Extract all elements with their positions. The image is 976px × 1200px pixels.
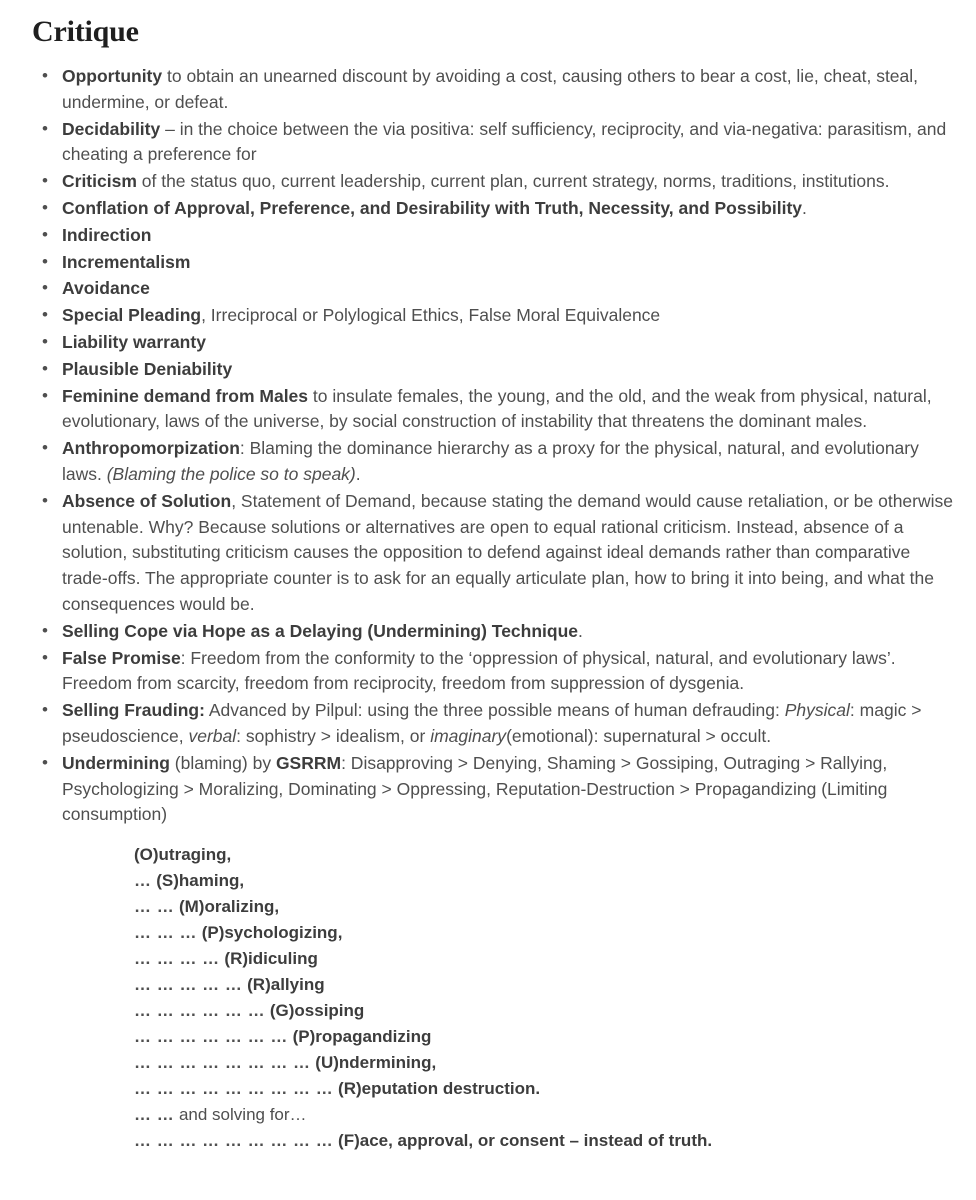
gsrrm-line-plain: and solving for… <box>178 1105 307 1125</box>
gsrrm-ladder-line <box>134 868 954 894</box>
gsrrm-line-dots: … … <box>134 1105 175 1125</box>
gsrrm-line-label: (R)allying <box>247 975 325 995</box>
gsrrm-ladder-line <box>134 842 954 868</box>
gsrrm-line-label: (R)eputation destruction. <box>338 1079 541 1099</box>
critique-item-segment: (blaming) by <box>169 752 276 773</box>
gsrrm-line-label: (G)ossiping <box>269 1001 365 1021</box>
gsrrm-line-label: (U)ndermining, <box>315 1053 437 1073</box>
critique-item-indirection <box>24 223 954 249</box>
gsrrm-line-label: (M)oralizing, <box>178 897 280 917</box>
gsrrm-ladder-line <box>134 1050 954 1076</box>
critique-item-anthropomorpization <box>24 436 954 488</box>
gsrrm-line-dots: … … … … … … … <box>134 1027 288 1047</box>
critique-item-segment: (Blaming the police so to speak) <box>106 463 356 484</box>
critique-item-segment: Selling Frauding: <box>62 700 205 721</box>
critique-item-segment: Feminine demand from Males <box>62 385 309 406</box>
critique-item-opportunity <box>24 64 954 116</box>
gsrrm-ladder-line <box>134 1128 954 1154</box>
critique-item-segment: Plausible Deniability <box>62 358 233 379</box>
gsrrm-line-label: (F)ace, approval, or consent – instead of truth. <box>338 1131 713 1151</box>
gsrrm-line-dots: … … … … … … … … … <box>134 1131 334 1151</box>
critique-item-selling-cope <box>24 619 954 645</box>
gsrrm-ladder-line <box>134 920 954 946</box>
critique-item-undermining <box>24 751 954 828</box>
gsrrm-line-dots: … … <box>134 897 175 917</box>
critique-item-false-promise <box>24 646 954 698</box>
critique-item-segment: : magic > pseudoscience, <box>62 700 922 746</box>
critique-item-segment: – in the choice between the via positiva: self sufficiency, reciprocity, and via-negativa: parasitism, and cheating a preference for <box>62 118 947 165</box>
critique-item-segment: imaginary <box>430 725 507 746</box>
critique-item-segment: : sophistry > idealism, or <box>236 725 431 746</box>
critique-item-segment: to obtain an unearned discount by avoiding a cost, causing others to bear a cost, lie, cheat, steal, undermine, or defeat. <box>62 66 919 112</box>
critique-item-segment: to insulate females, the young, and the old, and the weak from physical, natural, evolutionary, laws of the universe, by social construction of instability that threatens the dominant males. <box>62 385 932 432</box>
critique-item-decidability <box>24 117 954 169</box>
critique-item-segment: Criticism <box>62 171 137 192</box>
critique-item-segment: Absence of Solution <box>62 490 232 511</box>
critique-item-segment: Indirection <box>62 224 152 245</box>
gsrrm-ladder-line <box>134 1076 954 1102</box>
critique-item-segment: : Disapproving > Denying, Shaming > Gossiping, Outraging > Rallying, Psychologizing > Moralizing, Dominating > Oppressing, Reputation-Destruction > Propagandizing (Limiting consumption) <box>62 752 888 825</box>
critique-item-segment: Undermining <box>62 752 170 773</box>
gsrrm-ladder-line <box>134 998 954 1024</box>
critique-item-segment: Decidability <box>62 118 161 139</box>
critique-item-segment: Liability warranty <box>62 331 206 352</box>
critique-item-incrementalism <box>24 250 954 276</box>
critique-item-segment: . <box>355 463 361 484</box>
critique-item-absence-of-solution <box>24 489 954 618</box>
critique-item-segment: : Freedom from the conformity to the ‘oppression of physical, natural, and evolutionary laws’. Freedom from scarcity, freedom from reciprocity, freedom from suppression of dysgenia. <box>62 647 896 694</box>
gsrrm-line-dots: … … … … <box>134 949 220 969</box>
critique-item-segment: Special Pleading <box>62 305 202 326</box>
critique-item-selling-frauding <box>24 698 954 750</box>
gsrrm-ladder-line <box>134 946 954 972</box>
critique-item-segment: Physical <box>784 700 850 721</box>
critique-item-plausible-deniability <box>24 357 954 383</box>
critique-item-segment: , Statement of Demand, because stating the demand would cause retaliation, or be otherwise untenable. Why? Because solutions or alternatives are open to equal rational criticism. Instead, absence of a solution, substituting criticism causes the opposition to defend against ideal demands rather than comparative trade-offs. The appropriate counter is to ask for an equally articulate plan, how to bring it into being, and what the consequences would be. <box>62 490 954 614</box>
gsrrm-line-label: (R)idiculing <box>224 949 318 969</box>
critique-item-segment: Advanced by Pilpul: using the three possible means of human defrauding: <box>204 700 785 721</box>
critique-item-segment: GSRRM <box>275 752 342 773</box>
critique-item-criticism <box>24 169 954 195</box>
critique-item-segment: Incrementalism <box>62 251 191 272</box>
critique-item-segment: (emotional): supernatural > occult. <box>506 725 772 746</box>
gsrrm-line-label: (P)sychologizing, <box>201 923 343 943</box>
gsrrm-ladder-line <box>134 972 954 998</box>
gsrrm-line-label: (S)haming, <box>156 871 245 891</box>
critique-item-avoidance <box>24 276 954 302</box>
critique-item-special-pleading <box>24 303 954 329</box>
critique-item-segment: Conflation of Approval, Preference, and Desirability with Truth, Necessity, and Possibility <box>62 197 803 218</box>
gsrrm-ladder-block <box>24 842 954 1154</box>
critique-item-conflation <box>24 196 954 222</box>
gsrrm-ladder-line <box>134 1024 954 1050</box>
critique-item-segment: , Irreciprocal or Polylogical Ethics, False Moral Equivalence <box>201 305 661 326</box>
critique-item-feminine-demand <box>24 384 954 436</box>
gsrrm-line-dots: … … … … … … … … … <box>134 1079 334 1099</box>
gsrrm-line-dots: … … … … … … … … <box>134 1053 311 1073</box>
critique-list <box>24 64 954 828</box>
gsrrm-line-label: (P)ropagandizing <box>292 1027 432 1047</box>
critique-item-segment: of the status quo, current leadership, current plan, current strategy, norms, traditions, institutions. <box>136 171 890 192</box>
gsrrm-line-dots: … <box>134 871 152 891</box>
critique-item-segment: False Promise <box>62 647 181 668</box>
critique-item-segment: verbal <box>188 725 237 746</box>
gsrrm-line-dots: … … … <box>134 923 197 943</box>
critique-item-segment: Anthropomorpization <box>62 438 240 459</box>
critique-item-segment: . <box>578 620 583 641</box>
critique-item-segment: Opportunity <box>62 66 163 86</box>
gsrrm-line-label: (O)utraging, <box>134 845 232 865</box>
gsrrm-line-dots: … … … … … … <box>134 1001 266 1021</box>
gsrrm-ladder-line <box>134 894 954 920</box>
critique-item-liability-warranty <box>24 330 954 356</box>
critique-item-segment: . <box>802 197 807 218</box>
critique-item-segment: Avoidance <box>62 278 150 299</box>
gsrrm-line-dots: … … … … … <box>134 975 243 995</box>
gsrrm-ladder-line <box>134 1102 954 1128</box>
critique-item-segment: : Blaming the dominance hierarchy as a proxy for the physical, natural, and evolutionary laws. <box>62 438 919 484</box>
critique-item-segment: Selling Cope via Hope as a Delaying (Undermining) Technique <box>62 620 579 641</box>
page-title: Critique <box>32 15 139 48</box>
